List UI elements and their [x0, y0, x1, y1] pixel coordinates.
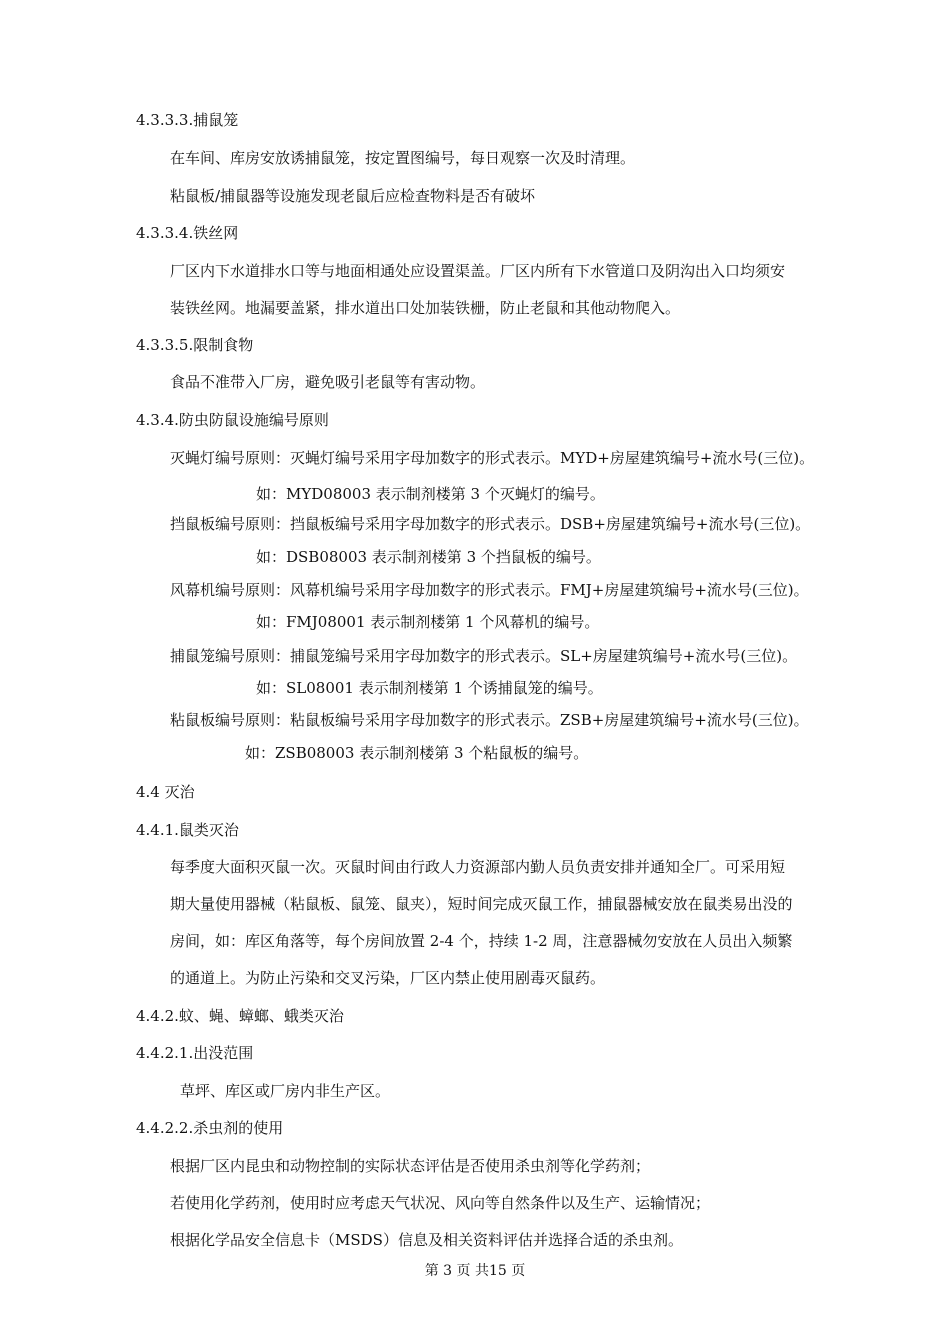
- numbering-example: 如：MYD08003 表示制剂楼第 3 个灭蝇灯的编号。: [256, 485, 605, 503]
- heading-4-4-2-1: 4.4.2.1.出没范围: [136, 1044, 254, 1062]
- numbering-example: 如：FMJ08001 表示制剂楼第 1 个风幕机的编号。: [256, 613, 600, 631]
- paragraph: 的通道上。为防止污染和交叉污染，厂区内禁止使用剧毒灭鼠药。: [170, 969, 606, 987]
- heading-4-3-3-3: 4.3.3.3.捕鼠笼: [136, 111, 239, 129]
- page-footer: 第 3 页 共15 页: [424, 1263, 526, 1279]
- numbering-rule: 捕鼠笼编号原则：捕鼠笼编号采用字母加数字的形式表示。SL+房屋建筑编号+流水号(三位)。: [170, 647, 798, 665]
- heading-4-4: 4.4 灭治: [136, 783, 195, 801]
- paragraph: 在车间、库房安放诱捕鼠笼，按定置图编号，每日观察一次及时清理。: [170, 149, 636, 167]
- heading-4-3-3-4: 4.3.3.4.铁丝网: [136, 224, 239, 242]
- heading-4-3-4: 4.3.4.防虫防鼠设施编号原则: [136, 411, 329, 429]
- paragraph: 若使用化学药剂，使用时应考虑天气状况、风向等自然条件以及生产、运输情况；: [170, 1194, 711, 1212]
- heading-4-4-1: 4.4.1.鼠类灭治: [136, 821, 239, 839]
- paragraph: 装铁丝网。地漏要盖紧，排水道出口处加装铁栅，防止老鼠和其他动物爬入。: [170, 299, 681, 317]
- paragraph: 厂区内下水道排水口等与地面相通处应设置渠盖。厂区内所有下水管道口及阴沟出入口均须安: [170, 262, 786, 280]
- paragraph: 根据厂区内昆虫和动物控制的实际状态评估是否使用杀虫剂等化学药剂；: [170, 1157, 651, 1175]
- numbering-example: 如：SL08001 表示制剂楼第 1 个诱捕鼠笼的编号。: [256, 679, 603, 697]
- numbering-example: 如：DSB08003 表示制剂楼第 3 个挡鼠板的编号。: [256, 548, 601, 566]
- heading-4-4-2: 4.4.2.蚊、蝇、蟑螂、蛾类灭治: [136, 1007, 344, 1025]
- paragraph: 食品不准带入厂房，避免吸引老鼠等有害动物。: [170, 373, 486, 391]
- numbering-rule: 粘鼠板编号原则：粘鼠板编号采用字母加数字的形式表示。ZSB+房屋建筑编号+流水号(三位)。: [170, 711, 809, 729]
- numbering-rule: 灭蝇灯编号原则：灭蝇灯编号采用字母加数字的形式表示。MYD+房屋建筑编号+流水号(三位)。: [170, 449, 815, 467]
- paragraph: 根据化学品安全信息卡（MSDS）信息及相关资料评估并选择合适的杀虫剂。: [170, 1231, 683, 1249]
- numbering-rule: 挡鼠板编号原则：挡鼠板编号采用字母加数字的形式表示。DSB+房屋建筑编号+流水号(三位)。: [170, 515, 811, 533]
- heading-4-3-3-5: 4.3.3.5.限制食物: [136, 336, 254, 354]
- paragraph: 草坪、库区或厂房内非生产区。: [180, 1082, 391, 1100]
- numbering-example: 如：ZSB08003 表示制剂楼第 3 个粘鼠板的编号。: [245, 744, 589, 762]
- paragraph: 期大量使用器械（粘鼠板、鼠笼、鼠夹），短时间完成灭鼠工作，捕鼠器械安放在鼠类易出没的: [170, 895, 793, 913]
- paragraph: 粘鼠板/捕鼠器等设施发现老鼠后应检查物料是否有破坏: [170, 187, 536, 205]
- numbering-rule: 风幕机编号原则：风幕机编号采用字母加数字的形式表示。FMJ+房屋建筑编号+流水号(三位)。: [170, 581, 809, 599]
- paragraph: 房间，如：库区角落等，每个房间放置 2-4 个，持续 1-2 周，注意器械勿安放在人员出入频繁: [170, 932, 793, 950]
- paragraph: 每季度大面积灭鼠一次。灭鼠时间由行政人力资源部内勤人员负责安排并通知全厂。可采用短: [170, 858, 786, 876]
- heading-4-4-2-2: 4.4.2.2.杀虫剂的使用: [136, 1119, 284, 1137]
